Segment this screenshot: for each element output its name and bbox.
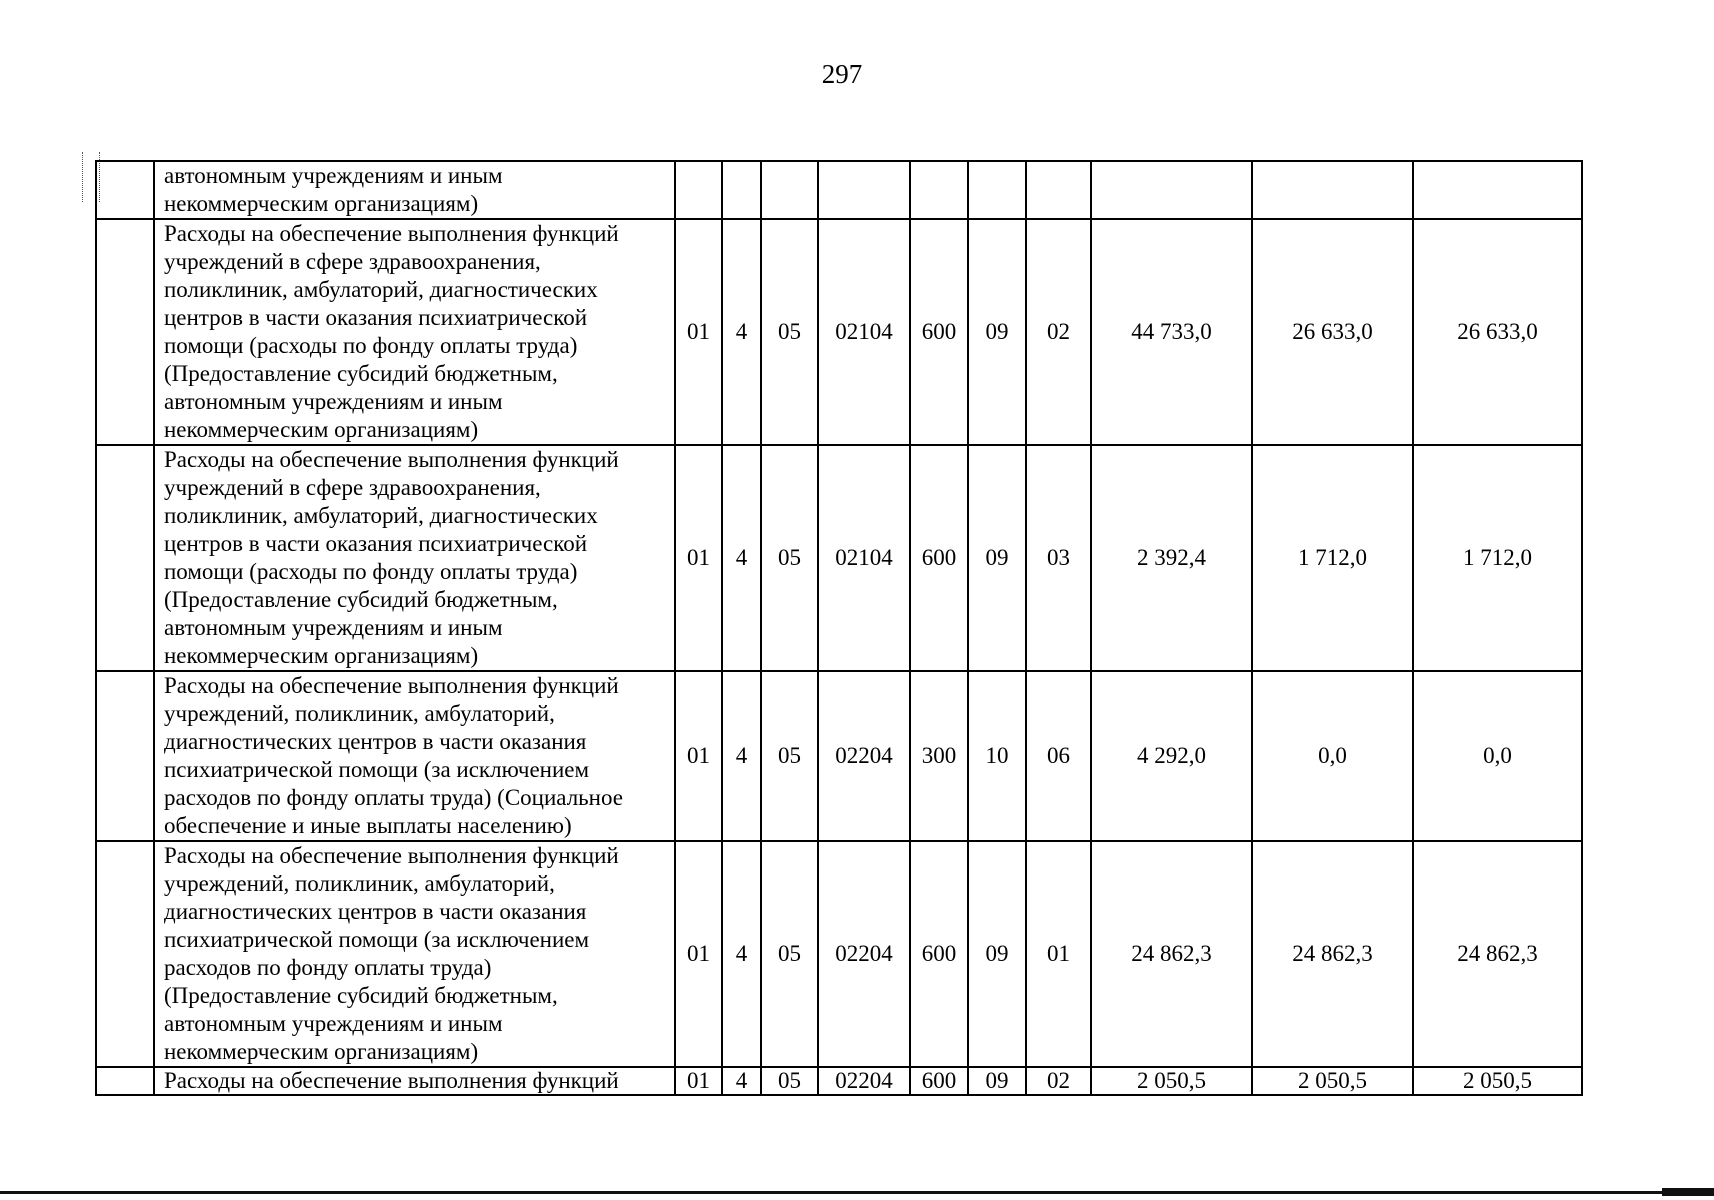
code-cell: 4 xyxy=(722,445,761,671)
table-row xyxy=(96,671,1582,841)
code-cell xyxy=(968,161,1026,219)
budget-table xyxy=(95,160,1583,1096)
code-cell: 600 xyxy=(910,1067,968,1095)
code-cell: 600 xyxy=(910,445,968,671)
amount-cell xyxy=(1413,161,1582,219)
amount-cell: 2 050,5 xyxy=(1413,1067,1582,1095)
amount-cell: 24 862,3 xyxy=(1091,841,1252,1067)
code-cell: 01 xyxy=(675,445,722,671)
table-row xyxy=(96,841,1582,1067)
row-number-cell xyxy=(96,671,154,841)
code-cell: 02 xyxy=(1026,1067,1091,1095)
amount-cell: 2 050,5 xyxy=(1252,1067,1413,1095)
code-cell: 01 xyxy=(1026,841,1091,1067)
amount-cell: 24 862,3 xyxy=(1252,841,1413,1067)
code-cell xyxy=(761,161,818,219)
amount-cell: 44 733,0 xyxy=(1091,219,1252,445)
code-cell: 09 xyxy=(968,1067,1026,1095)
amount-cell xyxy=(1252,161,1413,219)
amount-cell xyxy=(1091,161,1252,219)
description-cell: Расходы на обеспечение выполнения функций учреждений в сфере здравоохранения, поликлиник, амбулаторий, диагностических центров в части оказания психиатрической помощи (расходы по фонду оплаты труда) (Предоставление субсидий бюджетным, автономным учреждениям и иным некоммерческим организациям) xyxy=(154,445,675,671)
amount-cell: 26 633,0 xyxy=(1413,219,1582,445)
code-cell: 09 xyxy=(968,841,1026,1067)
code-cell: 4 xyxy=(722,219,761,445)
code-cell: 10 xyxy=(968,671,1026,841)
amount-cell: 2 392,4 xyxy=(1091,445,1252,671)
amount-cell: 24 862,3 xyxy=(1413,841,1582,1067)
amount-cell: 4 292,0 xyxy=(1091,671,1252,841)
row-number-cell xyxy=(96,841,154,1067)
code-cell: 4 xyxy=(722,1067,761,1095)
code-cell: 05 xyxy=(761,841,818,1067)
code-cell: 05 xyxy=(761,1067,818,1095)
amount-cell: 1 712,0 xyxy=(1413,445,1582,671)
amount-cell: 0,0 xyxy=(1413,671,1582,841)
code-cell xyxy=(910,161,968,219)
code-cell xyxy=(722,161,761,219)
code-cell xyxy=(818,161,910,219)
code-cell xyxy=(1026,161,1091,219)
code-cell: 300 xyxy=(910,671,968,841)
table-row xyxy=(96,445,1582,671)
code-cell: 03 xyxy=(1026,445,1091,671)
code-cell: 02 xyxy=(1026,219,1091,445)
row-number-cell xyxy=(96,161,154,219)
code-cell: 06 xyxy=(1026,671,1091,841)
amount-cell: 26 633,0 xyxy=(1252,219,1413,445)
description-cell: Расходы на обеспечение выполнения функций учреждений, поликлиник, амбулаторий, диагностических центров в части оказания психиатрической помощи (за исключением расходов по фонду оплаты труда) (Предоставление субсидий бюджетным, автономным учреждениям и иным некоммерческим организациям) xyxy=(154,841,675,1067)
amount-cell: 0,0 xyxy=(1252,671,1413,841)
code-cell: 02204 xyxy=(818,671,910,841)
code-cell: 01 xyxy=(675,671,722,841)
description-cell: Расходы на обеспечение выполнения функций учреждений, поликлиник, амбулаторий, диагностических центров в части оказания психиатрической помощи (за исключением расходов по фонду оплаты труда) (Социальное обеспечение и иные выплаты населению) xyxy=(154,671,675,841)
code-cell: 02104 xyxy=(818,445,910,671)
amount-cell: 2 050,5 xyxy=(1091,1067,1252,1095)
code-cell: 01 xyxy=(675,1067,722,1095)
table-row xyxy=(96,1067,1582,1095)
page-number: 297 xyxy=(821,59,863,89)
code-cell: 01 xyxy=(675,219,722,445)
code-cell: 05 xyxy=(761,445,818,671)
code-cell: 09 xyxy=(968,445,1026,671)
description-cell: автономным учреждениям и иным некоммерческим организациям) xyxy=(154,161,675,219)
code-cell: 4 xyxy=(722,841,761,1067)
code-cell: 600 xyxy=(910,841,968,1067)
table-row xyxy=(96,161,1582,219)
code-cell: 02204 xyxy=(818,1067,910,1095)
scan-edge-mark xyxy=(1662,1188,1714,1196)
amount-cell: 1 712,0 xyxy=(1252,445,1413,671)
code-cell: 01 xyxy=(675,841,722,1067)
code-cell: 09 xyxy=(968,219,1026,445)
table-row xyxy=(96,219,1582,445)
row-number-cell xyxy=(96,445,154,671)
code-cell: 4 xyxy=(722,671,761,841)
code-cell: 05 xyxy=(761,671,818,841)
code-cell: 02104 xyxy=(818,219,910,445)
row-number-cell xyxy=(96,1067,154,1095)
description-cell: Расходы на обеспечение выполнения функций xyxy=(154,1067,675,1095)
code-cell: 05 xyxy=(761,219,818,445)
code-cell xyxy=(675,161,722,219)
code-cell: 600 xyxy=(910,219,968,445)
description-cell: Расходы на обеспечение выполнения функций учреждений в сфере здравоохранения, поликлиник, амбулаторий, диагностических центров в части оказания психиатрической помощи (расходы по фонду оплаты труда) (Предоставление субсидий бюджетным, автономным учреждениям и иным некоммерческим организациям) xyxy=(154,219,675,445)
row-number-cell xyxy=(96,219,154,445)
code-cell: 02204 xyxy=(818,841,910,1067)
scan-edge-line xyxy=(0,1191,1714,1194)
